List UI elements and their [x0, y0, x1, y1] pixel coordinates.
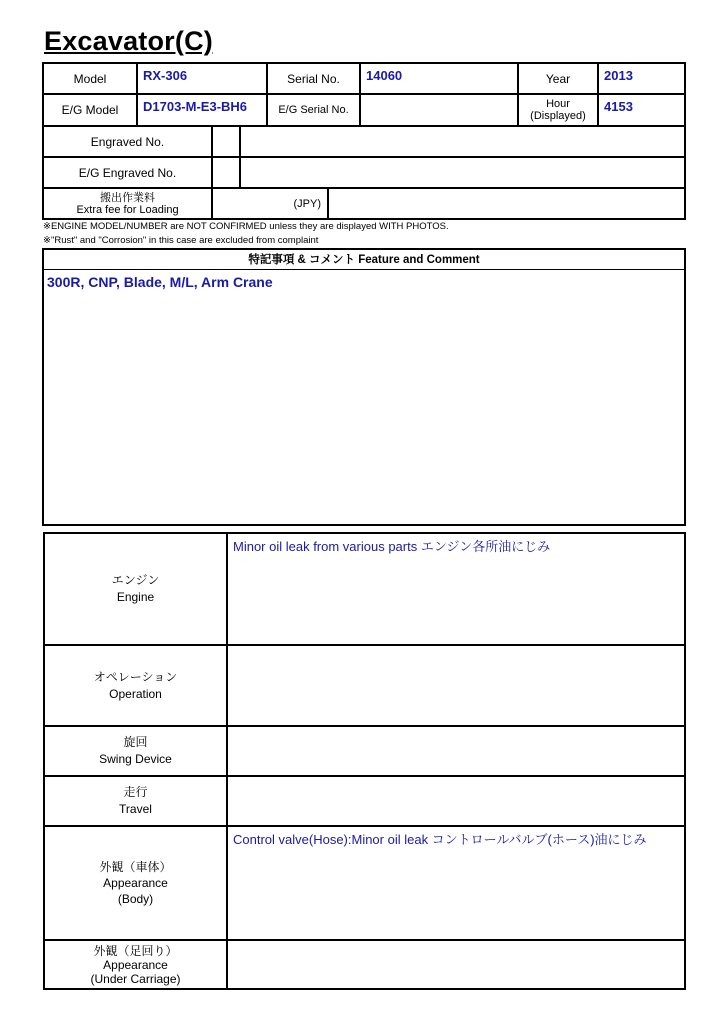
- swing-label-en: Swing Device: [99, 752, 172, 766]
- eg-serial-value: [360, 94, 518, 126]
- appearance-body-label-jp: 外観（車体）: [99, 860, 172, 874]
- engine-label-jp: エンジン: [111, 573, 160, 587]
- year-label: Year: [518, 63, 598, 94]
- fee-label: [43, 188, 212, 219]
- hour-label-line2: (Displayed): [530, 110, 586, 122]
- engraved-label: Engraved No.: [43, 126, 212, 157]
- swing-label: [44, 726, 227, 776]
- appearance-under-label-en: Appearance: [103, 957, 168, 972]
- feature-header: 特記事項 & コメント Feature and Comment: [43, 249, 685, 270]
- note-rust: ※"Rust" and "Corrosion" in this case are excluded from complaint: [43, 235, 319, 246]
- swing-label-jp: 旋回: [123, 735, 148, 749]
- fee-label-en: Extra fee for Loading: [76, 203, 179, 216]
- note-engine: ※ENGINE MODEL/NUMBER are NOT CONFIRMED unless they are displayed WITH PHOTOS.: [43, 221, 449, 232]
- engraved-check: [212, 126, 240, 157]
- appearance-body-value: Control valve(Hose):Minor oil leak コントロールバルブ(ホース)油にじみ: [227, 826, 685, 940]
- fee-label-jp: 搬出作業料: [100, 191, 155, 204]
- appearance-under-label: [44, 940, 227, 989]
- engine-label: [44, 533, 227, 645]
- appearance-body-label-en2: (Body): [117, 892, 154, 906]
- operation-value: [227, 645, 685, 726]
- eg-model-label: E/G Model: [43, 94, 137, 126]
- appearance-under-value: [227, 940, 685, 989]
- eg-serial-label: E/G Serial No.: [267, 94, 360, 126]
- travel-label-jp: 走行: [123, 785, 148, 799]
- fee-value: [328, 188, 685, 219]
- travel-label: [44, 776, 227, 826]
- eg-engraved-label: E/G Engraved No.: [43, 157, 212, 188]
- appearance-under-label-jp: 外観（足回り）: [93, 943, 178, 958]
- appearance-body-label: [44, 826, 227, 940]
- operation-label-en: Operation: [109, 686, 162, 701]
- hour-label: [518, 94, 598, 126]
- year-value: 2013: [598, 63, 685, 94]
- eg-model-value: D1703-M-E3-BH6: [137, 94, 267, 126]
- model-label: Model: [43, 63, 137, 94]
- serial-value: 14060: [360, 63, 518, 94]
- engine-value: Minor oil leak from various parts エンジン各所油にじみ: [227, 533, 685, 645]
- eg-engraved-check: [212, 157, 240, 188]
- model-value: RX-306: [137, 63, 267, 94]
- hour-label-line1: Hour: [546, 98, 570, 110]
- serial-label: Serial No.: [267, 63, 360, 94]
- travel-value: [227, 776, 685, 826]
- hour-value: 4153: [598, 94, 685, 126]
- appearance-body-label-en: Appearance: [103, 876, 168, 890]
- page-title: Excavator(C): [44, 26, 213, 56]
- swing-value: [227, 726, 685, 776]
- appearance-under-label-en2: (Under Carriage): [90, 971, 181, 986]
- engraved-value: [240, 126, 685, 157]
- eg-engraved-value: [240, 157, 685, 188]
- engine-label-en: Engine: [116, 590, 155, 604]
- fee-currency: (JPY): [212, 188, 328, 219]
- operation-label-jp: オペレーション: [93, 669, 178, 684]
- operation-label: [44, 645, 227, 726]
- feature-comment: 300R, CNP, Blade, M/L, Arm Crane: [47, 274, 273, 290]
- travel-label-en: Travel: [119, 802, 152, 816]
